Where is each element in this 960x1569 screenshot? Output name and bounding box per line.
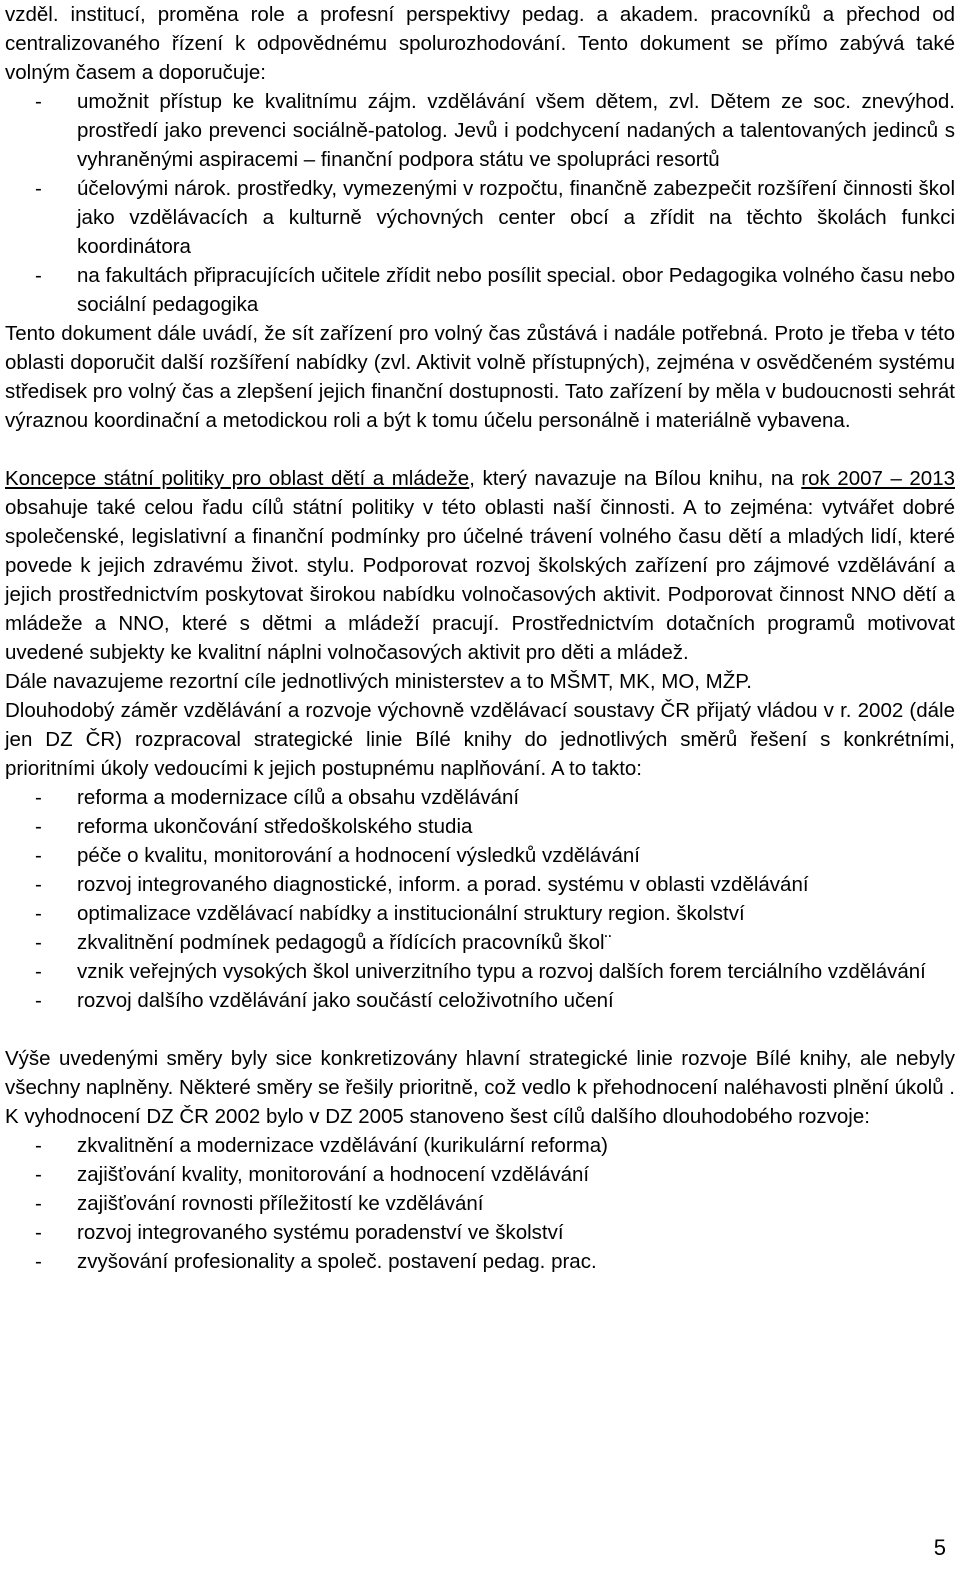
policy-paragraph: Koncepce státní politiky pro oblast dětí a mládeže, který navazuje na Bílou knihu, na rok 2007 – 2013 obsahuje také celou řadu cílů státní politiky v této oblasti naší činnosti. A to zejména: vytvářet dobré společenské, legislativní a finanční podmínky pro účelné trávení volného času dětí a mladých lidí, které povede k jejich zdravému život. stylu. Podporovat rozvoj školských zařízení pro zájmové vzdělávání a jejich prostřednictvím poskytovat širokou nabídku volnočasových aktivit. Podporovat činnost NNO dětí a mládeže a NNO, které s dětmi a mládeží pracují. Prostřednictvím dotačních programů motivovat uvedené subjekty ke kvalitní náplni volnočasových aktivit pro děti a mládež. <box>5 467 955 664</box>
directions-list <box>5 783 955 1015</box>
list-item: - na fakultách připracujících učitele zřídit nebo posílit special. obor Pedagogika volného času nebo sociální pedagogika <box>35 264 955 316</box>
list-item: - rozvoj integrovaného systému poradenství ve školství <box>35 1221 564 1244</box>
list-item: - péče o kvalitu, monitorování a hodnocení výsledků vzdělávání <box>35 844 640 867</box>
list-item: - zkvalitnění podmínek pedagogů a řídících pracovníků škol¨ <box>35 931 612 954</box>
list-item: - reforma a modernizace cílů a obsahu vzdělávání <box>35 786 520 809</box>
list-item: - reforma ukončování středoškolského studia <box>35 815 473 838</box>
long-term-plan-paragraph: Dlouhodobý záměr vzdělávání a rozvoje výchovně vzdělávací soustavy ČR přijatý vládou v r. 2002 (dále jen DZ ČR) rozpracoval strategické linie Bílé knihy do jednotlivých směrů řešení s konkrétními, prioritními úkoly vedoucími k jejich postupnému naplňování. A to takto: <box>5 699 955 780</box>
page-number: 5 <box>933 1535 946 1560</box>
list-item: - zajišťování kvality, monitorování a hodnocení vzdělávání <box>35 1163 590 1186</box>
list-item: - účelovými nárok. prostředky, vymezenými v rozpočtu, finančně zabezpečit rozšíření činnosti škol jako vzdělávacích a kulturně výchovných center obcí a zřídit na těchto školách funkci koordinátora <box>35 177 955 258</box>
policy-period: rok 2007 – 2013 <box>801 467 955 490</box>
list-item: - umožnit přístup ke kvalitnímu zájm. vzdělávání všem dětem, zvl. Dětem ze soc. znevýhod. prostředí jako prevenci sociálně-patolog. Jevů i podchycení nadaných a talentovaných jedinců s vyhraněnými aspiracemi – finanční podpora státu ve spolupráci resortů <box>35 90 955 171</box>
evaluation-paragraph: Výše uvedenými směry byly sice konkretizovány hlavní strategické linie rozvoje Bílé knihy, ale nebyly všechny naplněny. Některé směry se řešily prioritně, což vedlo k přehodnocení naléhavosti plnění úkolů . K vyhodnocení DZ ČR 2002 bylo v DZ 2005 stanoveno šest cílů dalšího dlouhodobého rozvoje: <box>5 1047 955 1128</box>
closing-paragraph: Tento dokument dále uvádí, že sít zařízení pro volný čas zůstává i nadále potřebná. Proto je třeba v této oblasti doporučit další rozšíření nabídky (zvl. Aktivit volně přístupných), zejména v osvědčeném systému středisek pro volný čas a zlepšení jejich finanční dostupnosti. Tato zařízení by měla v budoucnosti sehrát výraznou koordinační a metodickou roli a být k tomu účelu personálně i materiálně vybavena. <box>5 322 955 432</box>
list-item: - zvyšování profesionality a společ. postavení pedag. prac. <box>35 1250 597 1273</box>
policy-title: Koncepce státní politiky pro oblast dětí a mládeže <box>5 467 470 490</box>
document-body <box>5 0 955 1276</box>
list-item: - zajišťování rovnosti příležitostí ke vzdělávání <box>35 1192 484 1215</box>
goals-list <box>5 1131 955 1276</box>
list-item: - rozvoj integrovaného diagnostické, inform. a porad. systému v oblasti vzdělávání <box>35 873 809 896</box>
recommendations-list <box>5 87 955 319</box>
list-item: - zkvalitnění a modernizace vzdělávání (kurikulární reforma) <box>35 1134 608 1157</box>
ministries-line: Dále navazujeme rezortní cíle jednotlivých ministerstev a to MŠMT, MK, MO, MŽP. <box>5 670 752 693</box>
list-item: - optimalizace vzdělávací nabídky a institucionální struktury region. školství <box>35 902 745 925</box>
intro-paragraph: vzděl. institucí, proměna role a profesní perspektivy pedag. a akadem. pracovníků a přechod od centralizovaného řízení k odpovědnému spolurozhodování. Tento dokument se přímo zabývá také volným časem a doporučuje: <box>5 3 955 84</box>
list-item: - rozvoj dalšího vzdělávání jako součástí celoživotního učení <box>35 989 614 1012</box>
list-item: - vznik veřejných vysokých škol univerzitního typu a rozvoj dalších forem terciálního vzdělávání <box>35 960 926 983</box>
